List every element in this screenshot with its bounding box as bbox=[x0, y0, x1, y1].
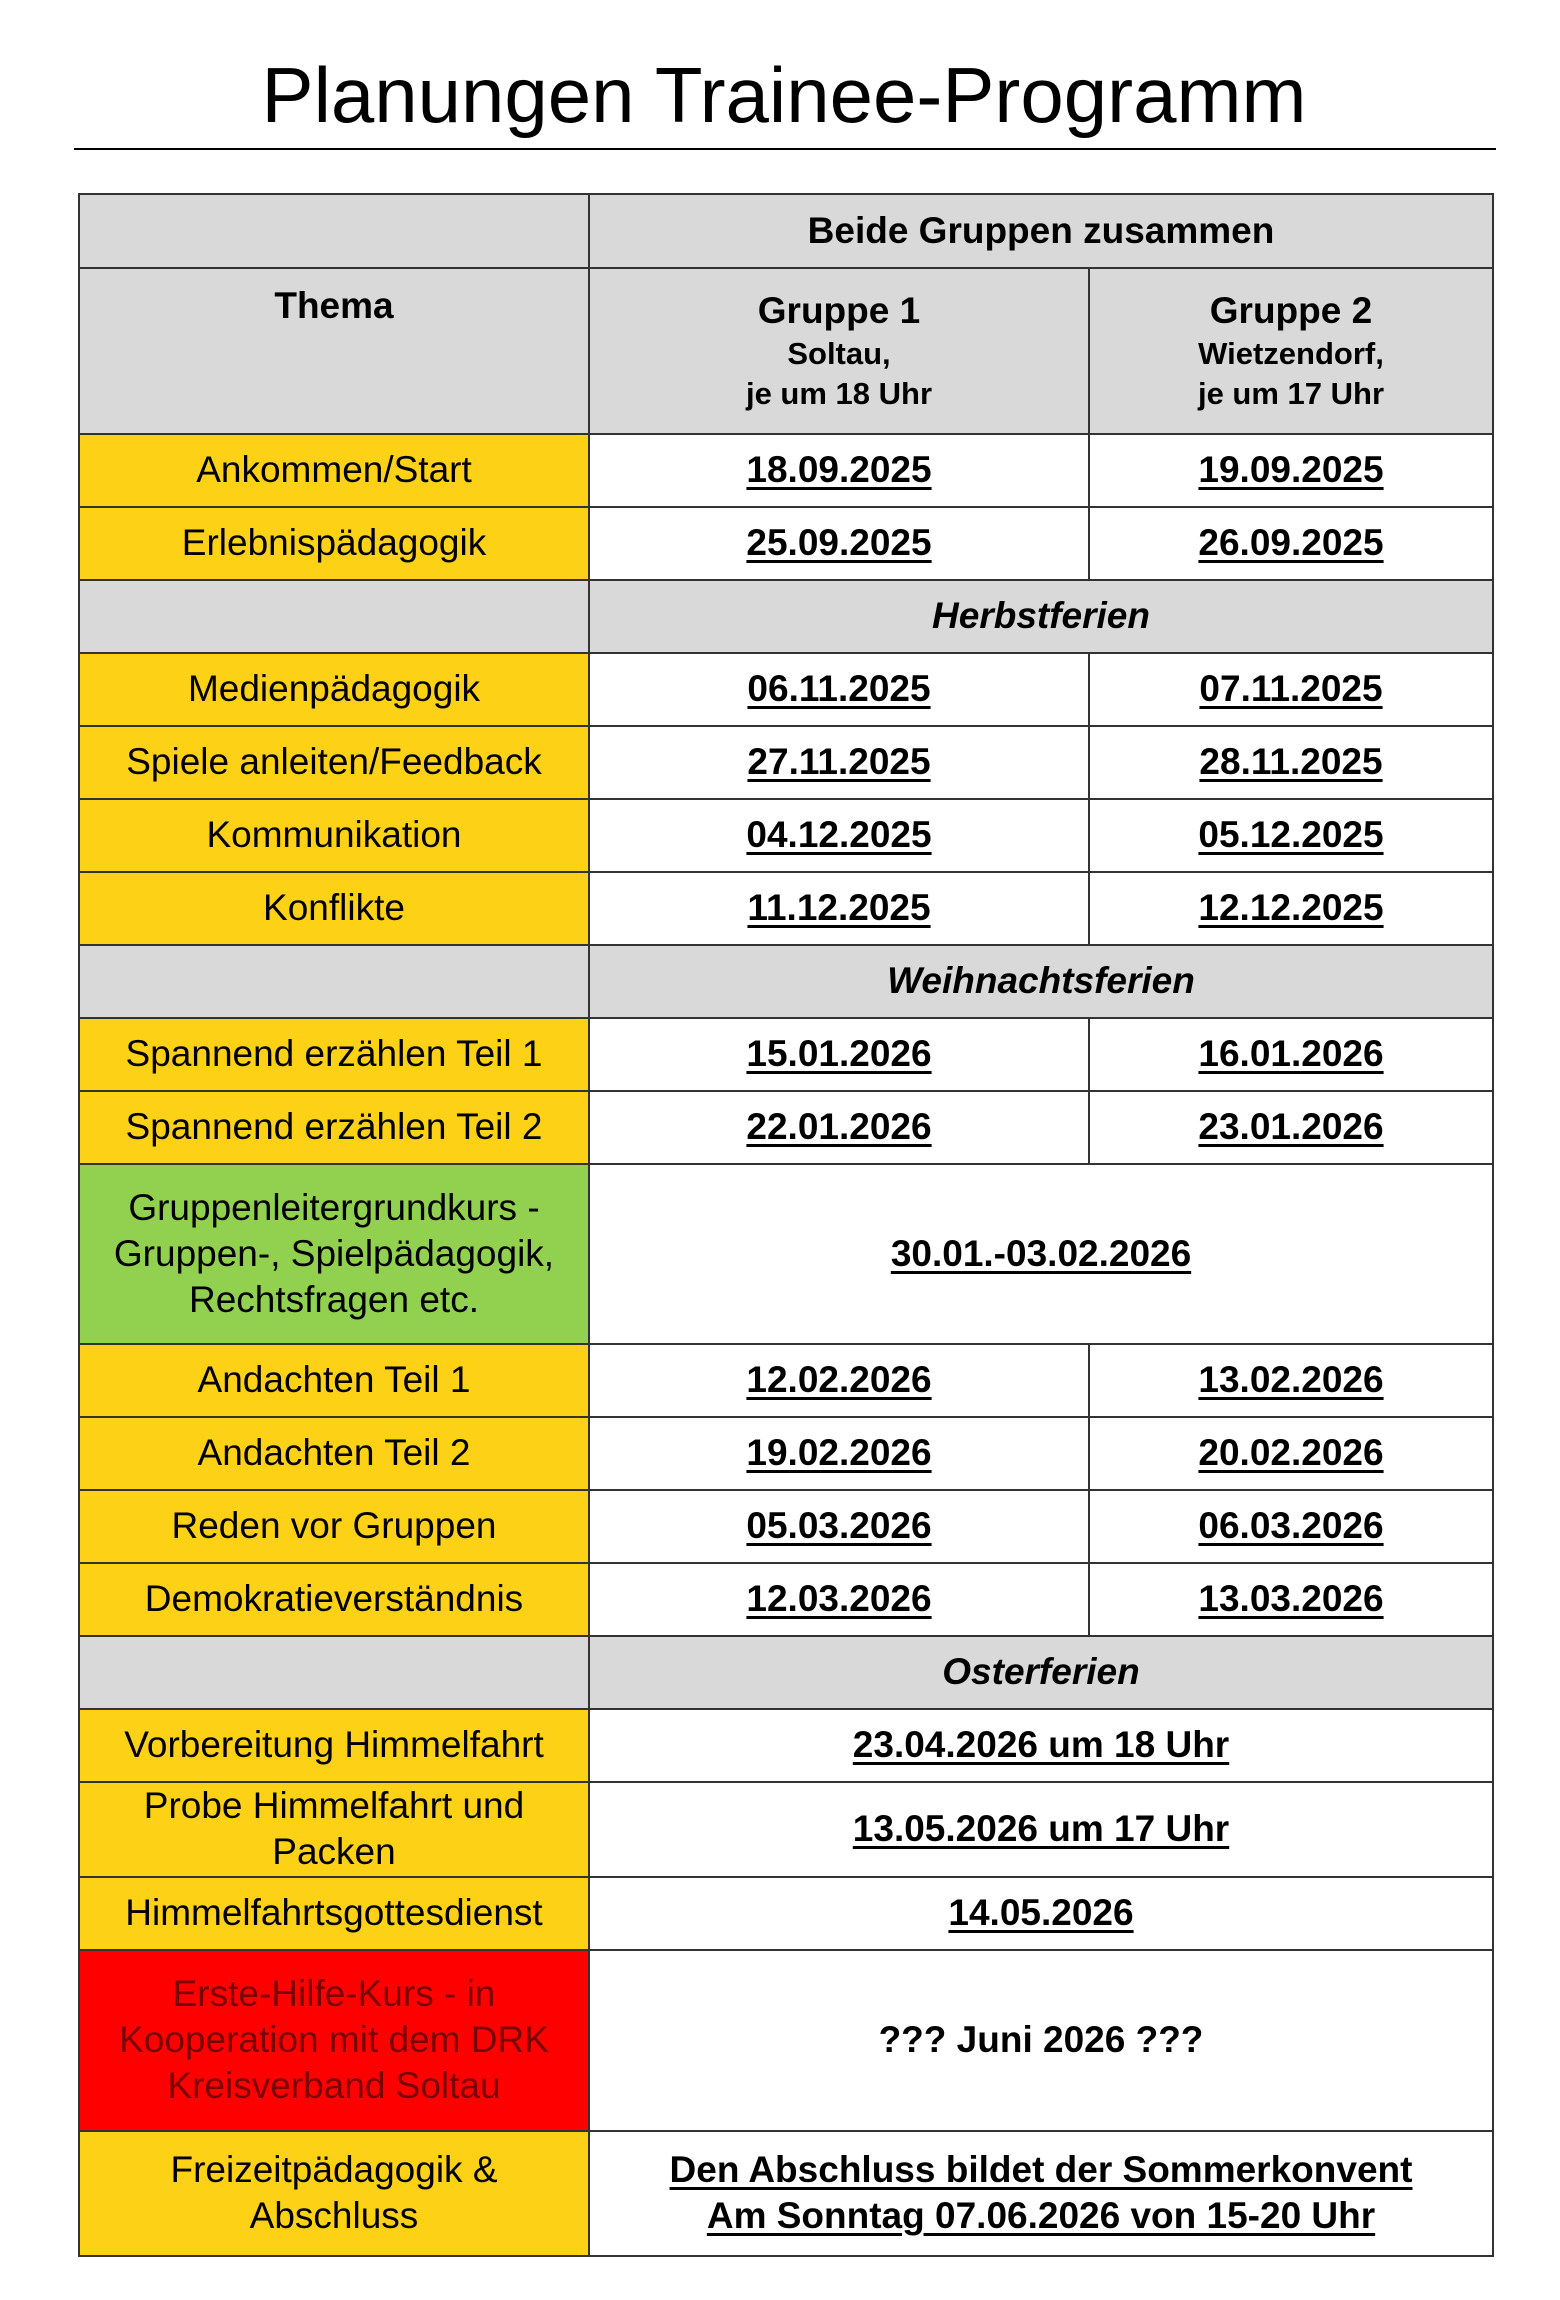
holiday-row bbox=[79, 945, 1493, 1018]
schedule-table bbox=[78, 193, 1494, 2257]
joint-date: 23.04.2026 um 18 Uhr bbox=[589, 1709, 1493, 1782]
group1-date: 27.11.2025 bbox=[589, 726, 1089, 799]
topic-cell: Reden vor Gruppen bbox=[79, 1490, 589, 1563]
joint-date: 30.01.-03.02.2026 bbox=[589, 1164, 1493, 1344]
topic-cell bbox=[79, 1164, 589, 1344]
group1-date: 22.01.2026 bbox=[589, 1091, 1089, 1164]
table-row bbox=[79, 1877, 1493, 1950]
table-row bbox=[79, 1563, 1493, 1636]
topic-line: Abschluss bbox=[249, 2195, 419, 2236]
table-row bbox=[79, 1018, 1493, 1091]
topic-cell: Vorbereitung Himmelfahrt bbox=[79, 1709, 589, 1782]
group1-name: Gruppe 1 bbox=[757, 289, 921, 331]
topic-line: Gruppen-, Spielpädagogik, bbox=[113, 1232, 555, 1274]
topic-line: Kooperation mit dem DRK bbox=[119, 2018, 549, 2060]
table-row bbox=[79, 653, 1493, 726]
joint-date: 14.05.2026 bbox=[589, 1877, 1493, 1950]
topic-line: Kreisverband Soltau bbox=[167, 2065, 501, 2107]
topic-line: Freizeitpädagogik & bbox=[170, 2148, 498, 2190]
holiday-row bbox=[79, 580, 1493, 653]
group1-date: 12.03.2026 bbox=[589, 1563, 1089, 1636]
table-row bbox=[79, 1782, 1493, 1877]
table-row bbox=[79, 799, 1493, 872]
group1-date: 05.03.2026 bbox=[589, 1490, 1089, 1563]
group1-date: 12.02.2026 bbox=[589, 1344, 1089, 1417]
table-row bbox=[79, 1417, 1493, 1490]
group2-name: Gruppe 2 bbox=[1209, 289, 1373, 331]
table-row bbox=[79, 1490, 1493, 1563]
table-row bbox=[79, 872, 1493, 945]
group1-date: 25.09.2025 bbox=[589, 507, 1089, 580]
topic-cell: Ankommen/Start bbox=[79, 434, 589, 507]
holiday-row bbox=[79, 1636, 1493, 1709]
table-row bbox=[79, 507, 1493, 580]
group2-place: Wietzendorf, bbox=[1198, 335, 1384, 371]
joint-date: ??? Juni 2026 ??? bbox=[589, 1950, 1493, 2131]
topic-cell: Andachten Teil 2 bbox=[79, 1417, 589, 1490]
group1-date: 04.12.2025 bbox=[589, 799, 1089, 872]
group2-date: 16.01.2026 bbox=[1089, 1018, 1493, 1091]
group2-date: 07.11.2025 bbox=[1089, 653, 1493, 726]
topic-cell bbox=[79, 2131, 589, 2256]
header-group2 bbox=[1089, 268, 1493, 434]
topic-cell: Spannend erzählen Teil 2 bbox=[79, 1091, 589, 1164]
topic-cell bbox=[79, 1950, 589, 2131]
joint-date bbox=[589, 2131, 1493, 2256]
holiday-blank-cell bbox=[79, 1636, 589, 1709]
group2-date: 06.03.2026 bbox=[1089, 1490, 1493, 1563]
topic-cell: Himmelfahrtsgottesdienst bbox=[79, 1877, 589, 1950]
topic-cell: Spiele anleiten/Feedback bbox=[79, 726, 589, 799]
topic-cell: Konflikte bbox=[79, 872, 589, 945]
topic-cell: Spannend erzählen Teil 1 bbox=[79, 1018, 589, 1091]
holiday-label: Osterferien bbox=[589, 1636, 1493, 1709]
holiday-blank-cell bbox=[79, 580, 589, 653]
group2-date: 05.12.2025 bbox=[1089, 799, 1493, 872]
group2-date: 19.09.2025 bbox=[1089, 434, 1493, 507]
header-group1 bbox=[589, 268, 1089, 434]
title-divider bbox=[74, 148, 1496, 150]
holiday-blank-cell bbox=[79, 945, 589, 1018]
group1-time: je um 18 Uhr bbox=[745, 376, 933, 412]
table-row bbox=[79, 1344, 1493, 1417]
group2-date: 13.03.2026 bbox=[1089, 1563, 1493, 1636]
topic-cell: Medienpädagogik bbox=[79, 653, 589, 726]
group1-place: Soltau, bbox=[787, 335, 891, 371]
group2-date: 23.01.2026 bbox=[1089, 1091, 1493, 1164]
holiday-label: Herbstferien bbox=[589, 580, 1493, 653]
holiday-label: Weihnachtsferien bbox=[589, 945, 1493, 1018]
page-title: Planungen Trainee-Programm bbox=[261, 51, 1307, 139]
group1-date: 15.01.2026 bbox=[589, 1018, 1089, 1091]
topic-cell: Demokratieverständnis bbox=[79, 1563, 589, 1636]
table-row bbox=[79, 726, 1493, 799]
topic-line: Rechtsfragen etc. bbox=[189, 1279, 479, 1321]
group2-date: 12.12.2025 bbox=[1089, 872, 1493, 945]
table-row bbox=[79, 434, 1493, 507]
group1-date: 19.02.2026 bbox=[589, 1417, 1089, 1490]
table-row bbox=[79, 1709, 1493, 1782]
group1-date: 11.12.2025 bbox=[589, 872, 1089, 945]
closing-line: Am Sonntag 07.06.2026 von 15-20 Uhr bbox=[706, 2195, 1376, 2236]
table-row bbox=[79, 1091, 1493, 1164]
header-topic: Thema bbox=[79, 268, 589, 434]
topic-line: Erste-Hilfe-Kurs - in bbox=[172, 1972, 496, 2014]
topic-cell: Andachten Teil 1 bbox=[79, 1344, 589, 1417]
header-both-groups: Beide Gruppen zusammen bbox=[589, 194, 1493, 268]
group2-date: 26.09.2025 bbox=[1089, 507, 1493, 580]
closing-line: Den Abschluss bildet der Sommerkonvent bbox=[669, 2148, 1413, 2190]
group1-date: 06.11.2025 bbox=[589, 653, 1089, 726]
topic-line: Gruppenleitergrundkurs - bbox=[128, 1186, 540, 1228]
table-row bbox=[79, 1164, 1493, 1344]
group2-date: 28.11.2025 bbox=[1089, 726, 1493, 799]
table-row bbox=[79, 2131, 1493, 2256]
topic-cell: Erlebnispädagogik bbox=[79, 507, 589, 580]
group2-time: je um 17 Uhr bbox=[1197, 376, 1385, 412]
header-blank-cell bbox=[79, 194, 589, 268]
joint-date: 13.05.2026 um 17 Uhr bbox=[589, 1782, 1493, 1877]
group1-date: 18.09.2025 bbox=[589, 434, 1089, 507]
group2-date: 20.02.2026 bbox=[1089, 1417, 1493, 1490]
topic-cell: Probe Himmelfahrt und Packen bbox=[79, 1782, 589, 1877]
topic-cell: Kommunikation bbox=[79, 799, 589, 872]
group2-date: 13.02.2026 bbox=[1089, 1344, 1493, 1417]
table-row bbox=[79, 1950, 1493, 2131]
